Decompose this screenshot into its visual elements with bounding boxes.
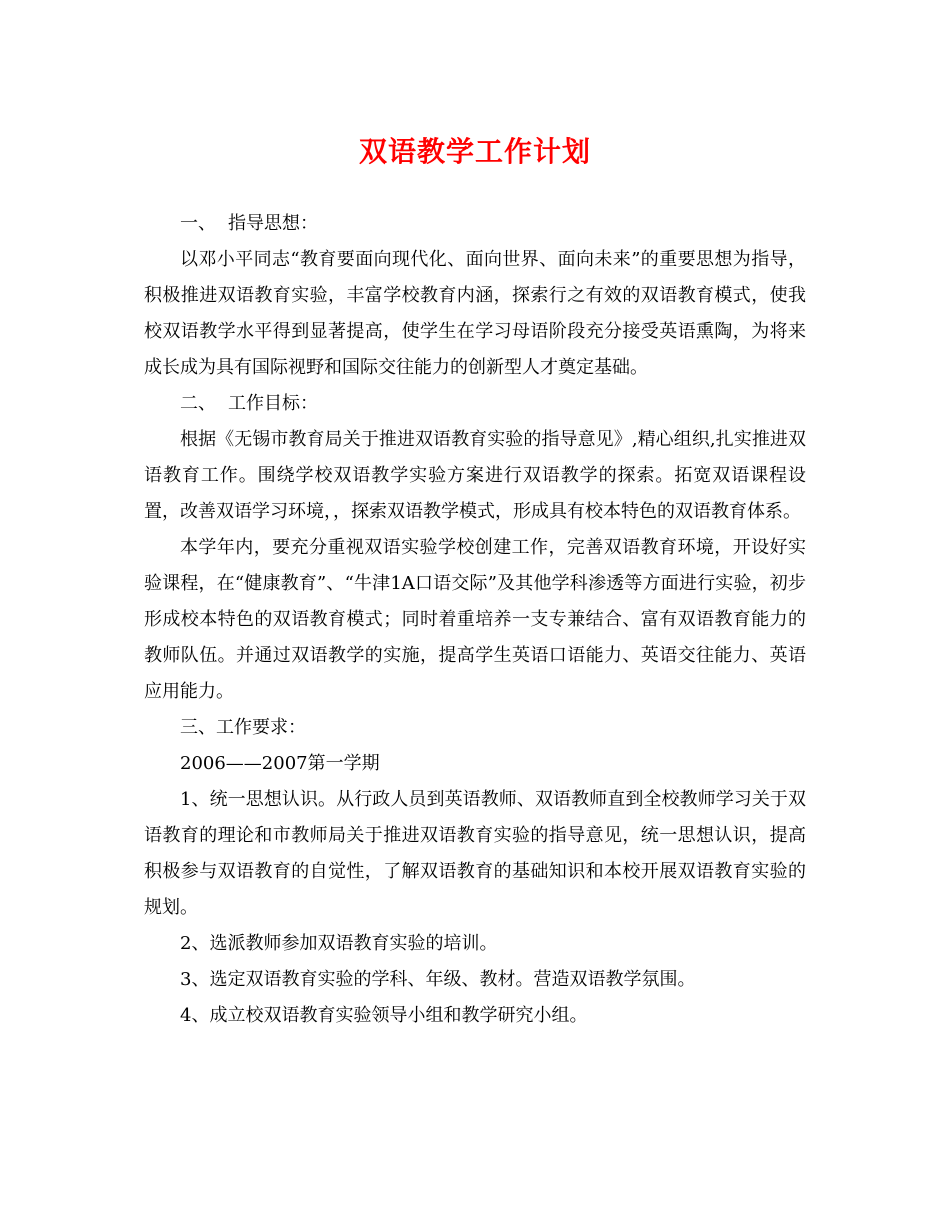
paragraph-guiding: 以邓小平同志“教育要面向现代化、面向世界、面向未来”的重要思想为指导，积极推进双语教育实验，丰富学校教育内涵，探索行之有效的双语教育模式，使我校双语教学水平得到显著提高，使学生在学习母语阶段充分接受英语熏陶，为将来成长成为具有国际视野和国际交往能力的创新型人才奠定基础。 <box>144 249 806 378</box>
section-label: 指导思想： <box>228 213 318 234</box>
requirement-item-4: 4、成立校双语教育实验领导小组和教学研究小组。 <box>180 1005 588 1026</box>
document-title: 双语教学工作计划 <box>358 135 591 168</box>
requirement-item-2: 2、选派教师参加双语教育实验的培训。 <box>180 933 498 954</box>
section-label: 工作目标： <box>228 393 318 414</box>
section-number: 二、 <box>180 393 216 414</box>
section-heading-goals <box>144 386 806 422</box>
section-heading-guiding <box>144 206 806 242</box>
requirement-item-1: 1、统一思想认识。从行政人员到英语教师、双语教师直到全校教师学习关于双语教育的理论和市教师局关于推进双语教育实验的指导意见，统一思想认识，提高积极参与双语教育的自觉性，了解双语教育的基础知识和本校开展双语教育实验的规划。 <box>144 789 806 918</box>
section-heading-requirements: 三、工作要求： <box>180 717 306 738</box>
requirement-item-3: 3、选定双语教育实验的学科、年级、教材。营造双语教学氛围。 <box>180 969 696 990</box>
section-number: 一、 <box>180 213 216 234</box>
paragraph-goal-1: 根据《无锡市教育局关于推进双语教育实验的指导意见》,精心组织,扎实推进双语教育工作。围绕学校双语教学实验方案进行双语教学的探索。拓宽双语课程设置，改善双语学习环境，，探索双语教学模式，形成具有校本特色的双语教育体系。 <box>144 429 806 522</box>
paragraph-goal-2: 本学年内，要充分重视双语实验学校创建工作，完善双语教育环境，开设好实验课程，在“健康教育”、“牛津1A口语交际”及其他学科渗透等方面进行实验，初步形成校本特色的双语教育模式；同时着重培养一支专兼结合、富有双语教育能力的教师队伍。并通过双语教学的实施，提高学生英语口语能力、英语交往能力、英语应用能力。 <box>144 537 806 702</box>
document-body <box>144 206 806 1034</box>
term-label: 2006——2007第一学期 <box>180 753 380 774</box>
